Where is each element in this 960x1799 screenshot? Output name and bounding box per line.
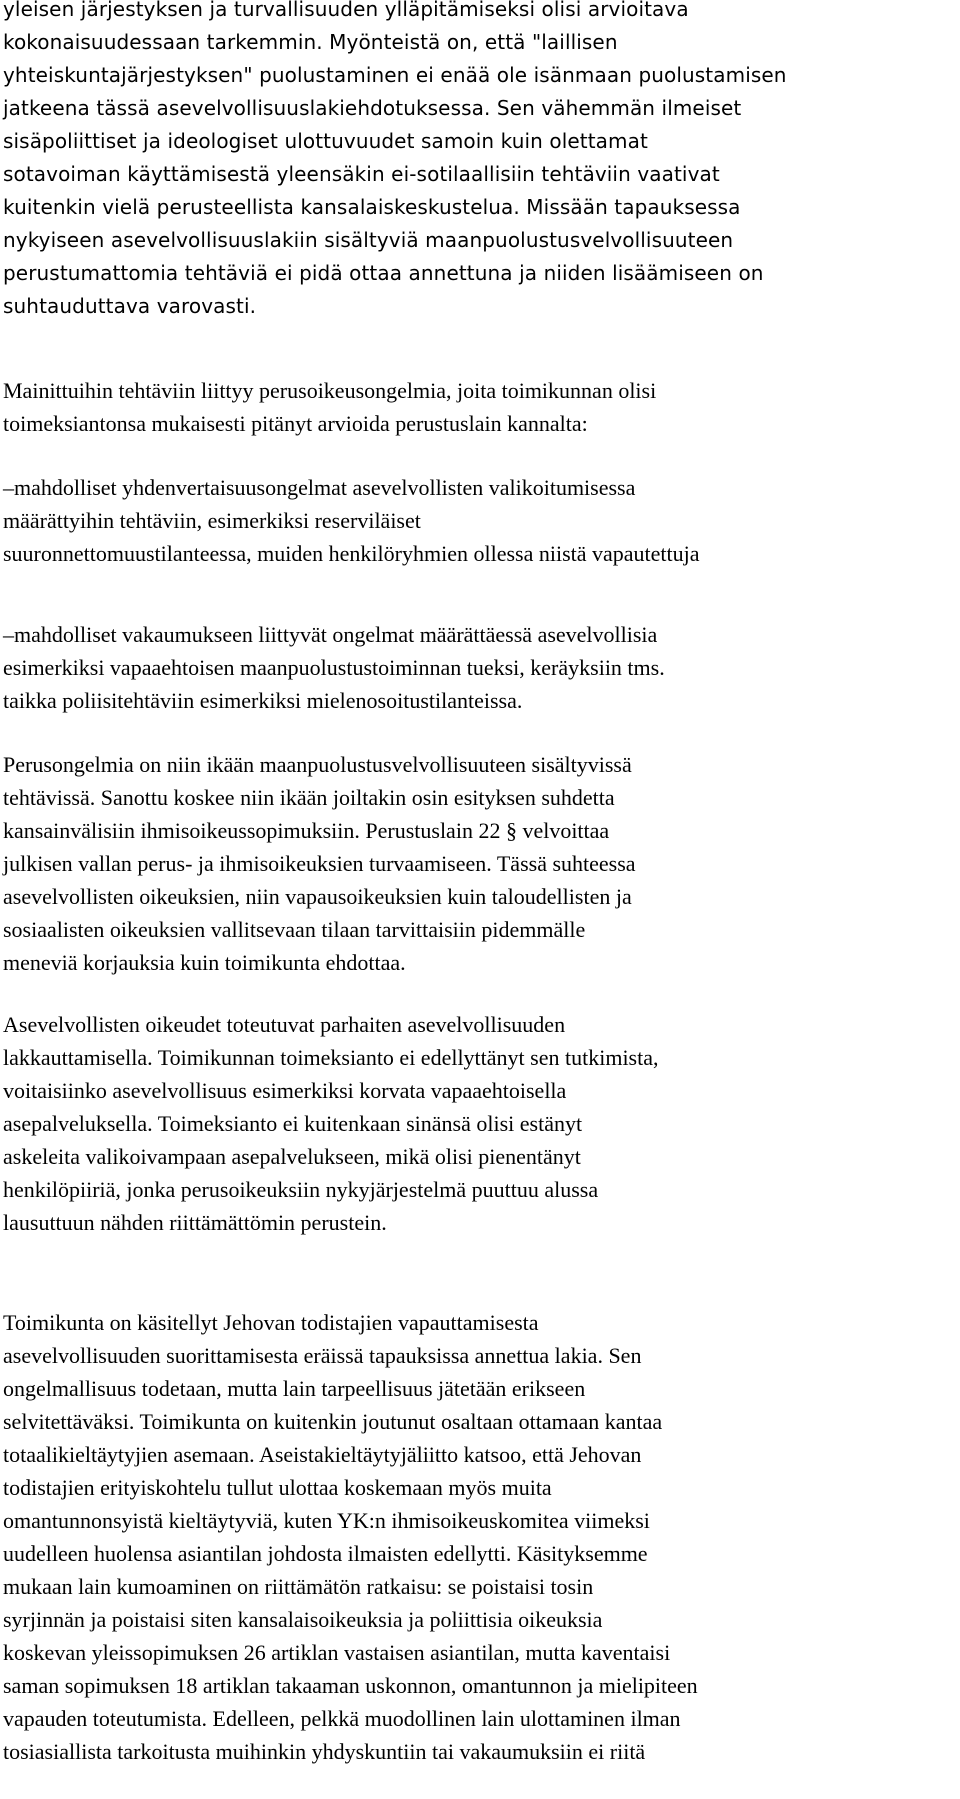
paragraph-fundamental-rights-intro [3, 374, 960, 440]
text-line: Mainittuihin tehtäviin liittyy perusoikeusongelmia, joita toimikunnan olisi [3, 378, 657, 403]
text-line: lausuttuun nähden riittämättömin perustein. [3, 1210, 387, 1235]
text-line: asevelvollisten oikeuksien, niin vapausoikeuksien kuin taloudellisten ja [3, 884, 632, 909]
text-line: totaalikieltäytyjien asemaan. Aseistakieltäytyjäliitto katsoo, että Jehovan [3, 1442, 642, 1467]
text-line: Perusongelmia on niin ikään maanpuolustusvelvollisuuteen sisältyvissä [3, 752, 632, 777]
text-line: ongelmallisuus todetaan, mutta lain tarpeellisuus jätetään erikseen [3, 1376, 586, 1401]
text-line: julkisen vallan perus- ja ihmisoikeuksien turvaamiseen. Tässä suhteessa [3, 851, 636, 876]
text-line: saman sopimuksen 18 artiklan takaaman uskonnon, omantunnon ja mielipiteen [3, 1673, 698, 1698]
text-line: mukaan lain kumoaminen on riittämätön ratkaisu: se poistaisi tosin [3, 1574, 594, 1599]
text-line: vapauden toteutumista. Edelleen, pelkkä muodollinen lain ulottaminen ilman [3, 1706, 681, 1731]
list-item-conviction-issues [3, 618, 960, 717]
text-line: koskevan yleissopimuksen 26 artiklan vastaisen asiantilan, mutta kaventaisi [3, 1640, 671, 1665]
text-line: jatkeena tässä asevelvollisuuslakiehdotuksessa. Sen vähemmän ilmeiset [3, 96, 742, 120]
text-line: asepalveluksella. Toimeksianto ei kuitenkaan sinänsä olisi estänyt [3, 1111, 583, 1136]
text-line: voitaisiinko asevelvollisuus esimerkiksi korvata vapaaehtoisella [3, 1078, 567, 1103]
text-line: omantunnonsyistä kieltäytyviä, kuten YK:n ihmisoikeuskomitea viimeksi [3, 1508, 650, 1533]
text-line: Asevelvollisten oikeudet toteutuvat parhaiten asevelvollisuuden [3, 1012, 566, 1037]
text-line: askeleita valikoivampaan asepalvelukseen, mikä olisi pienentänyt [3, 1144, 581, 1169]
paragraph-jehovahs-witnesses [3, 1306, 960, 1768]
paragraph-abolition [3, 1008, 960, 1239]
text-line: taikka poliisitehtäviin esimerkiksi mielenosoitustilanteissa. [3, 688, 523, 713]
text-line: sotavoiman käyttämisestä yleensäkin ei-sotilaallisiin tehtäviin vaativat [3, 162, 720, 186]
text-line: kuitenkin vielä perusteellista kansalaiskeskustelua. Missään tapauksessa [3, 195, 741, 219]
text-line: kokonaisuudessaan tarkemmin. Myönteistä on, että "laillisen [3, 30, 618, 54]
text-line: selvitettäväksi. Toimikunta on kuitenkin joutunut osaltaan ottamaan kantaa [3, 1409, 663, 1434]
text-line: tehtävissä. Sanottu koskee niin ikään joiltakin osin esityksen suhdetta [3, 785, 615, 810]
text-line: yhteiskuntajärjestyksen" puolustaminen ei enää ole isänmaan puolustamisen [3, 63, 787, 87]
text-line: suhtauduttava varovasti. [3, 294, 257, 318]
list-item-equality-issues [3, 471, 960, 570]
text-line: meneviä korjauksia kuin toimikunta ehdottaa. [3, 950, 406, 975]
text-line: sosiaalisten oikeuksien vallitsevaan tilaan tarvittaisiin pidemmälle [3, 917, 586, 942]
paragraph-basic-problems [3, 748, 960, 979]
text-line: yleisen järjestyksen ja turvallisuuden ylläpitämiseksi olisi arvioitava [3, 0, 689, 21]
text-line: suuronnettomuustilanteessa, muiden henkilöryhmien ollessa niistä vapautettuja [3, 541, 700, 566]
text-line: toimeksiantonsa mukaisesti pitänyt arvioida perustuslain kannalta: [3, 411, 588, 436]
text-line: sisäpoliittiset ja ideologiset ulottuvuudet samoin kuin olettamat [3, 129, 648, 153]
text-line: kansainvälisiin ihmisoikeussopimuksiin. Perustuslain 22 § velvoittaa [3, 818, 610, 843]
text-line: esimerkiksi vapaaehtoisen maanpuolustustoiminnan tueksi, keräyksiin tms. [3, 655, 665, 680]
paragraph-public-order [3, 0, 960, 323]
text-line: määrättyihin tehtäviin, esimerkiksi reserviläiset [3, 508, 421, 533]
text-line: –mahdolliset vakaumukseen liittyvät ongelmat määrättäessä asevelvollisia [3, 622, 658, 647]
text-line: lakkauttamisella. Toimikunnan toimeksianto ei edellyttänyt sen tutkimista, [3, 1045, 659, 1070]
text-line: henkilöpiiriä, jonka perusoikeuksiin nykyjärjestelmä puuttuu alussa [3, 1177, 599, 1202]
text-line: syrjinnän ja poistaisi siten kansalaisoikeuksia ja poliittisia oikeuksia [3, 1607, 603, 1632]
text-line: todistajien erityiskohtelu tullut ulottaa koskemaan myös muita [3, 1475, 552, 1500]
text-line: asevelvollisuuden suorittamisesta eräissä tapauksissa annettua lakia. Sen [3, 1343, 642, 1368]
text-line: Toimikunta on käsitellyt Jehovan todistajien vapauttamisesta [3, 1310, 539, 1335]
text-line: uudelleen huolensa asiantilan johdosta ilmaisten edellytti. Käsityksemme [3, 1541, 648, 1566]
text-line: tosiasiallista tarkoitusta muihinkin yhdyskuntiin tai vakaumuksiin ei riitä [3, 1739, 646, 1764]
text-line: nykyiseen asevelvollisuuslakiin sisältyviä maanpuolustusvelvollisuuteen [3, 228, 734, 252]
text-line: –mahdolliset yhdenvertaisuusongelmat asevelvollisten valikoitumisessa [3, 475, 636, 500]
text-line: perustumattomia tehtäviä ei pidä ottaa annettuna ja niiden lisäämiseen on [3, 261, 764, 285]
